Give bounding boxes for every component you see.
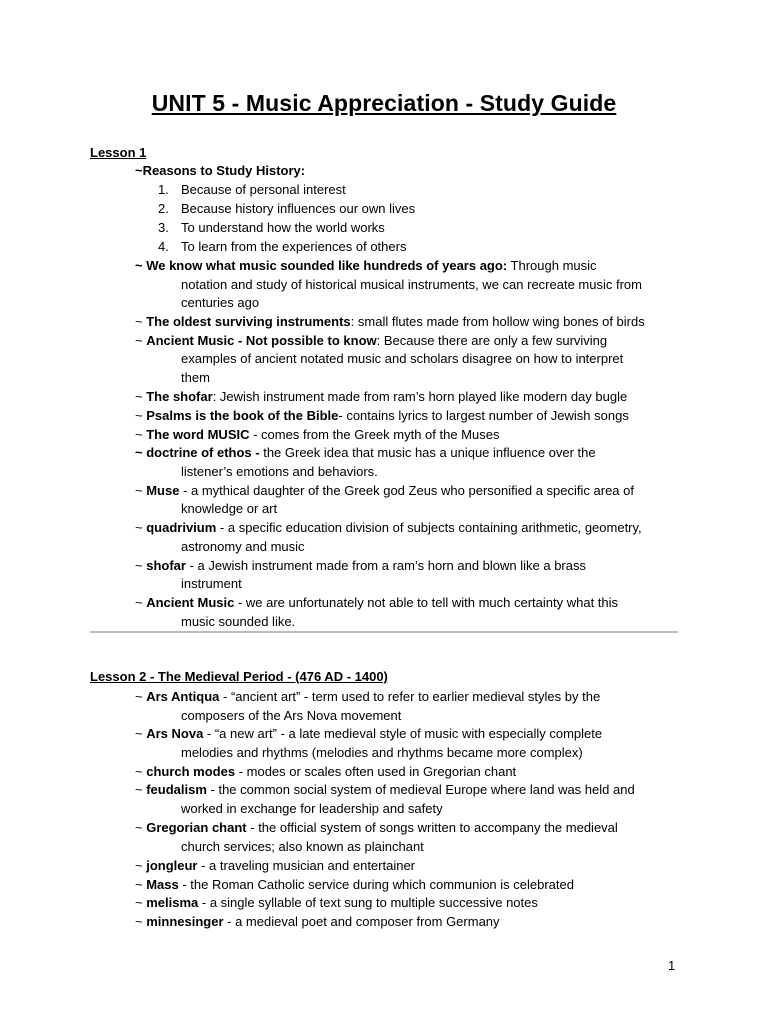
glossary-entry: [135, 482, 634, 500]
glossary-entry: [135, 444, 596, 462]
entry-prefix: ~: [135, 483, 147, 498]
entry-definition: the Greek idea that music has a unique influence over the: [259, 445, 596, 460]
entry-term: ~ doctrine of ethos -: [135, 445, 260, 460]
entry-definition: - modes or scales often used in Gregorian chant: [235, 764, 517, 779]
entry-definition: - the Roman Catholic service during which communion is celebrated: [178, 877, 574, 892]
page-number: 1: [668, 958, 676, 973]
entry-continuation: examples of ancient notated music and scholars disagree on how to interpret: [181, 351, 624, 366]
entry-continuation: music sounded like.: [181, 614, 296, 629]
entry-continuation: melodies and rhythms (melodies and rhythms became more complex): [181, 745, 583, 760]
entry-continuation: knowledge or art: [181, 501, 278, 516]
lesson-2-heading: Lesson 2 - The Medieval Period - (476 AD - 1400): [90, 669, 388, 684]
entry-term: quadrivium: [146, 520, 217, 535]
entry-term: The oldest surviving instruments: [146, 314, 351, 329]
section-divider: [90, 631, 678, 633]
entry-definition: - comes from the Greek myth of the Muses: [249, 427, 500, 442]
entry-definition: : Because there are only a few surviving: [376, 333, 608, 348]
entry-term: minnesinger: [146, 914, 224, 929]
entry-definition: - a mythical daughter of the Greek god Zeus who personified a specific area of: [179, 483, 634, 498]
entry-term: Psalms is the book of the Bible: [146, 408, 339, 423]
entry-term: ~ We know what music sounded like hundreds of years ago:: [135, 258, 508, 273]
glossary-entry: [135, 332, 607, 350]
entry-definition: Through music: [507, 258, 597, 273]
entry-prefix: ~: [135, 914, 147, 929]
entry-prefix: ~: [135, 726, 147, 741]
entry-definition: - a Jewish instrument made from a ram’s horn and blown like a brass: [185, 558, 586, 573]
entry-prefix: ~: [135, 764, 147, 779]
glossary-entry: [135, 313, 645, 331]
reason-item: To understand how the world works: [181, 220, 385, 235]
reason-item: Because history influences our own lives: [181, 201, 416, 216]
entry-term: feudalism: [146, 782, 207, 797]
entry-continuation: worked in exchange for leadership and safety: [181, 801, 443, 816]
glossary-entry: [135, 557, 586, 575]
glossary-entry: [135, 388, 627, 406]
glossary-entry: [135, 894, 538, 912]
entry-prefix: ~: [135, 820, 147, 835]
entry-term: Ars Nova: [146, 726, 204, 741]
entry-prefix: ~: [135, 427, 147, 442]
glossary-entry: [135, 594, 618, 612]
entry-term: church modes: [146, 764, 236, 779]
reason-number: 3.: [158, 220, 169, 235]
entry-prefix: ~: [135, 408, 147, 423]
entry-term: melisma: [146, 895, 199, 910]
reason-item: Because of personal interest: [181, 182, 346, 197]
entry-continuation: centuries ago: [181, 295, 260, 310]
entry-definition: - contains lyrics to largest number of Jewish songs: [338, 408, 629, 423]
entry-term: The shofar: [146, 389, 213, 404]
entry-prefix: ~: [135, 520, 147, 535]
entry-term: jongleur: [146, 858, 198, 873]
entry-prefix: ~: [135, 333, 147, 348]
entry-continuation: astronomy and music: [181, 539, 305, 554]
entry-continuation: listener’s emotions and behaviors.: [181, 464, 378, 479]
entry-term: Ancient Music: [146, 595, 235, 610]
entry-definition: - a single syllable of text sung to multiple successive notes: [198, 895, 538, 910]
entry-continuation: notation and study of historical musical instruments, we can recreate music from: [181, 277, 642, 292]
page-title: UNIT 5 - Music Appreciation - Study Guide: [151, 90, 617, 116]
entry-definition: - a specific education division of subjects containing arithmetic, geometry,: [216, 520, 642, 535]
entry-prefix: ~: [135, 314, 147, 329]
entry-definition: - the common social system of medieval Europe where land was held and: [206, 782, 635, 797]
glossary-entry: [135, 688, 600, 706]
glossary-entry: [135, 763, 516, 781]
entry-prefix: ~: [135, 689, 147, 704]
lesson-1-heading: Lesson 1: [90, 145, 147, 160]
reason-number: 1.: [158, 182, 169, 197]
entry-definition: - a medieval poet and composer from Germany: [223, 914, 500, 929]
glossary-entry: [135, 857, 415, 875]
entry-continuation: them: [181, 370, 210, 385]
glossary-entry: [135, 519, 642, 537]
glossary-entry: [135, 913, 500, 931]
entry-definition: - the official system of songs written to accompany the medieval: [246, 820, 618, 835]
entry-definition: - “a new art” - a late medieval style of music with especially complete: [203, 726, 603, 741]
entry-prefix: ~: [135, 595, 147, 610]
reasons-heading: ~Reasons to Study History:: [135, 163, 306, 178]
entry-prefix: ~: [135, 895, 147, 910]
entry-definition: - “ancient art” - term used to refer to earlier medieval styles by the: [219, 689, 601, 704]
glossary-entry: [135, 725, 602, 743]
glossary-entry: [135, 819, 618, 837]
glossary-entry: [135, 426, 499, 444]
entry-prefix: ~: [135, 877, 147, 892]
entry-definition: : small flutes made from hollow wing bones of birds: [350, 314, 645, 329]
entry-continuation: instrument: [181, 576, 242, 591]
entry-continuation: composers of the Ars Nova movement: [181, 708, 402, 723]
entry-continuation: church services; also known as plainchant: [181, 839, 424, 854]
entry-prefix: ~: [135, 558, 147, 573]
glossary-entry: [135, 781, 635, 799]
glossary-entry: [135, 257, 597, 275]
entry-definition: - we are unfortunately not able to tell with much certainty what this: [234, 595, 619, 610]
entry-prefix: ~: [135, 782, 147, 797]
entry-term: Mass: [146, 877, 179, 892]
entry-term: Muse: [146, 483, 180, 498]
entry-term: shofar: [146, 558, 186, 573]
reason-number: 4.: [158, 239, 169, 254]
glossary-entry: [135, 407, 629, 425]
entry-prefix: ~: [135, 389, 147, 404]
reason-item: To learn from the experiences of others: [181, 239, 407, 254]
glossary-entry: [135, 876, 574, 894]
entry-term: Ancient Music - Not possible to know: [146, 333, 377, 348]
reason-number: 2.: [158, 201, 169, 216]
entry-term: The word MUSIC: [146, 427, 250, 442]
entry-definition: - a traveling musician and entertainer: [197, 858, 416, 873]
entry-prefix: ~: [135, 858, 147, 873]
entry-term: Gregorian chant: [146, 820, 247, 835]
entry-term: Ars Antiqua: [146, 689, 220, 704]
entry-definition: : Jewish instrument made from ram’s horn played like modern day bugle: [212, 389, 628, 404]
